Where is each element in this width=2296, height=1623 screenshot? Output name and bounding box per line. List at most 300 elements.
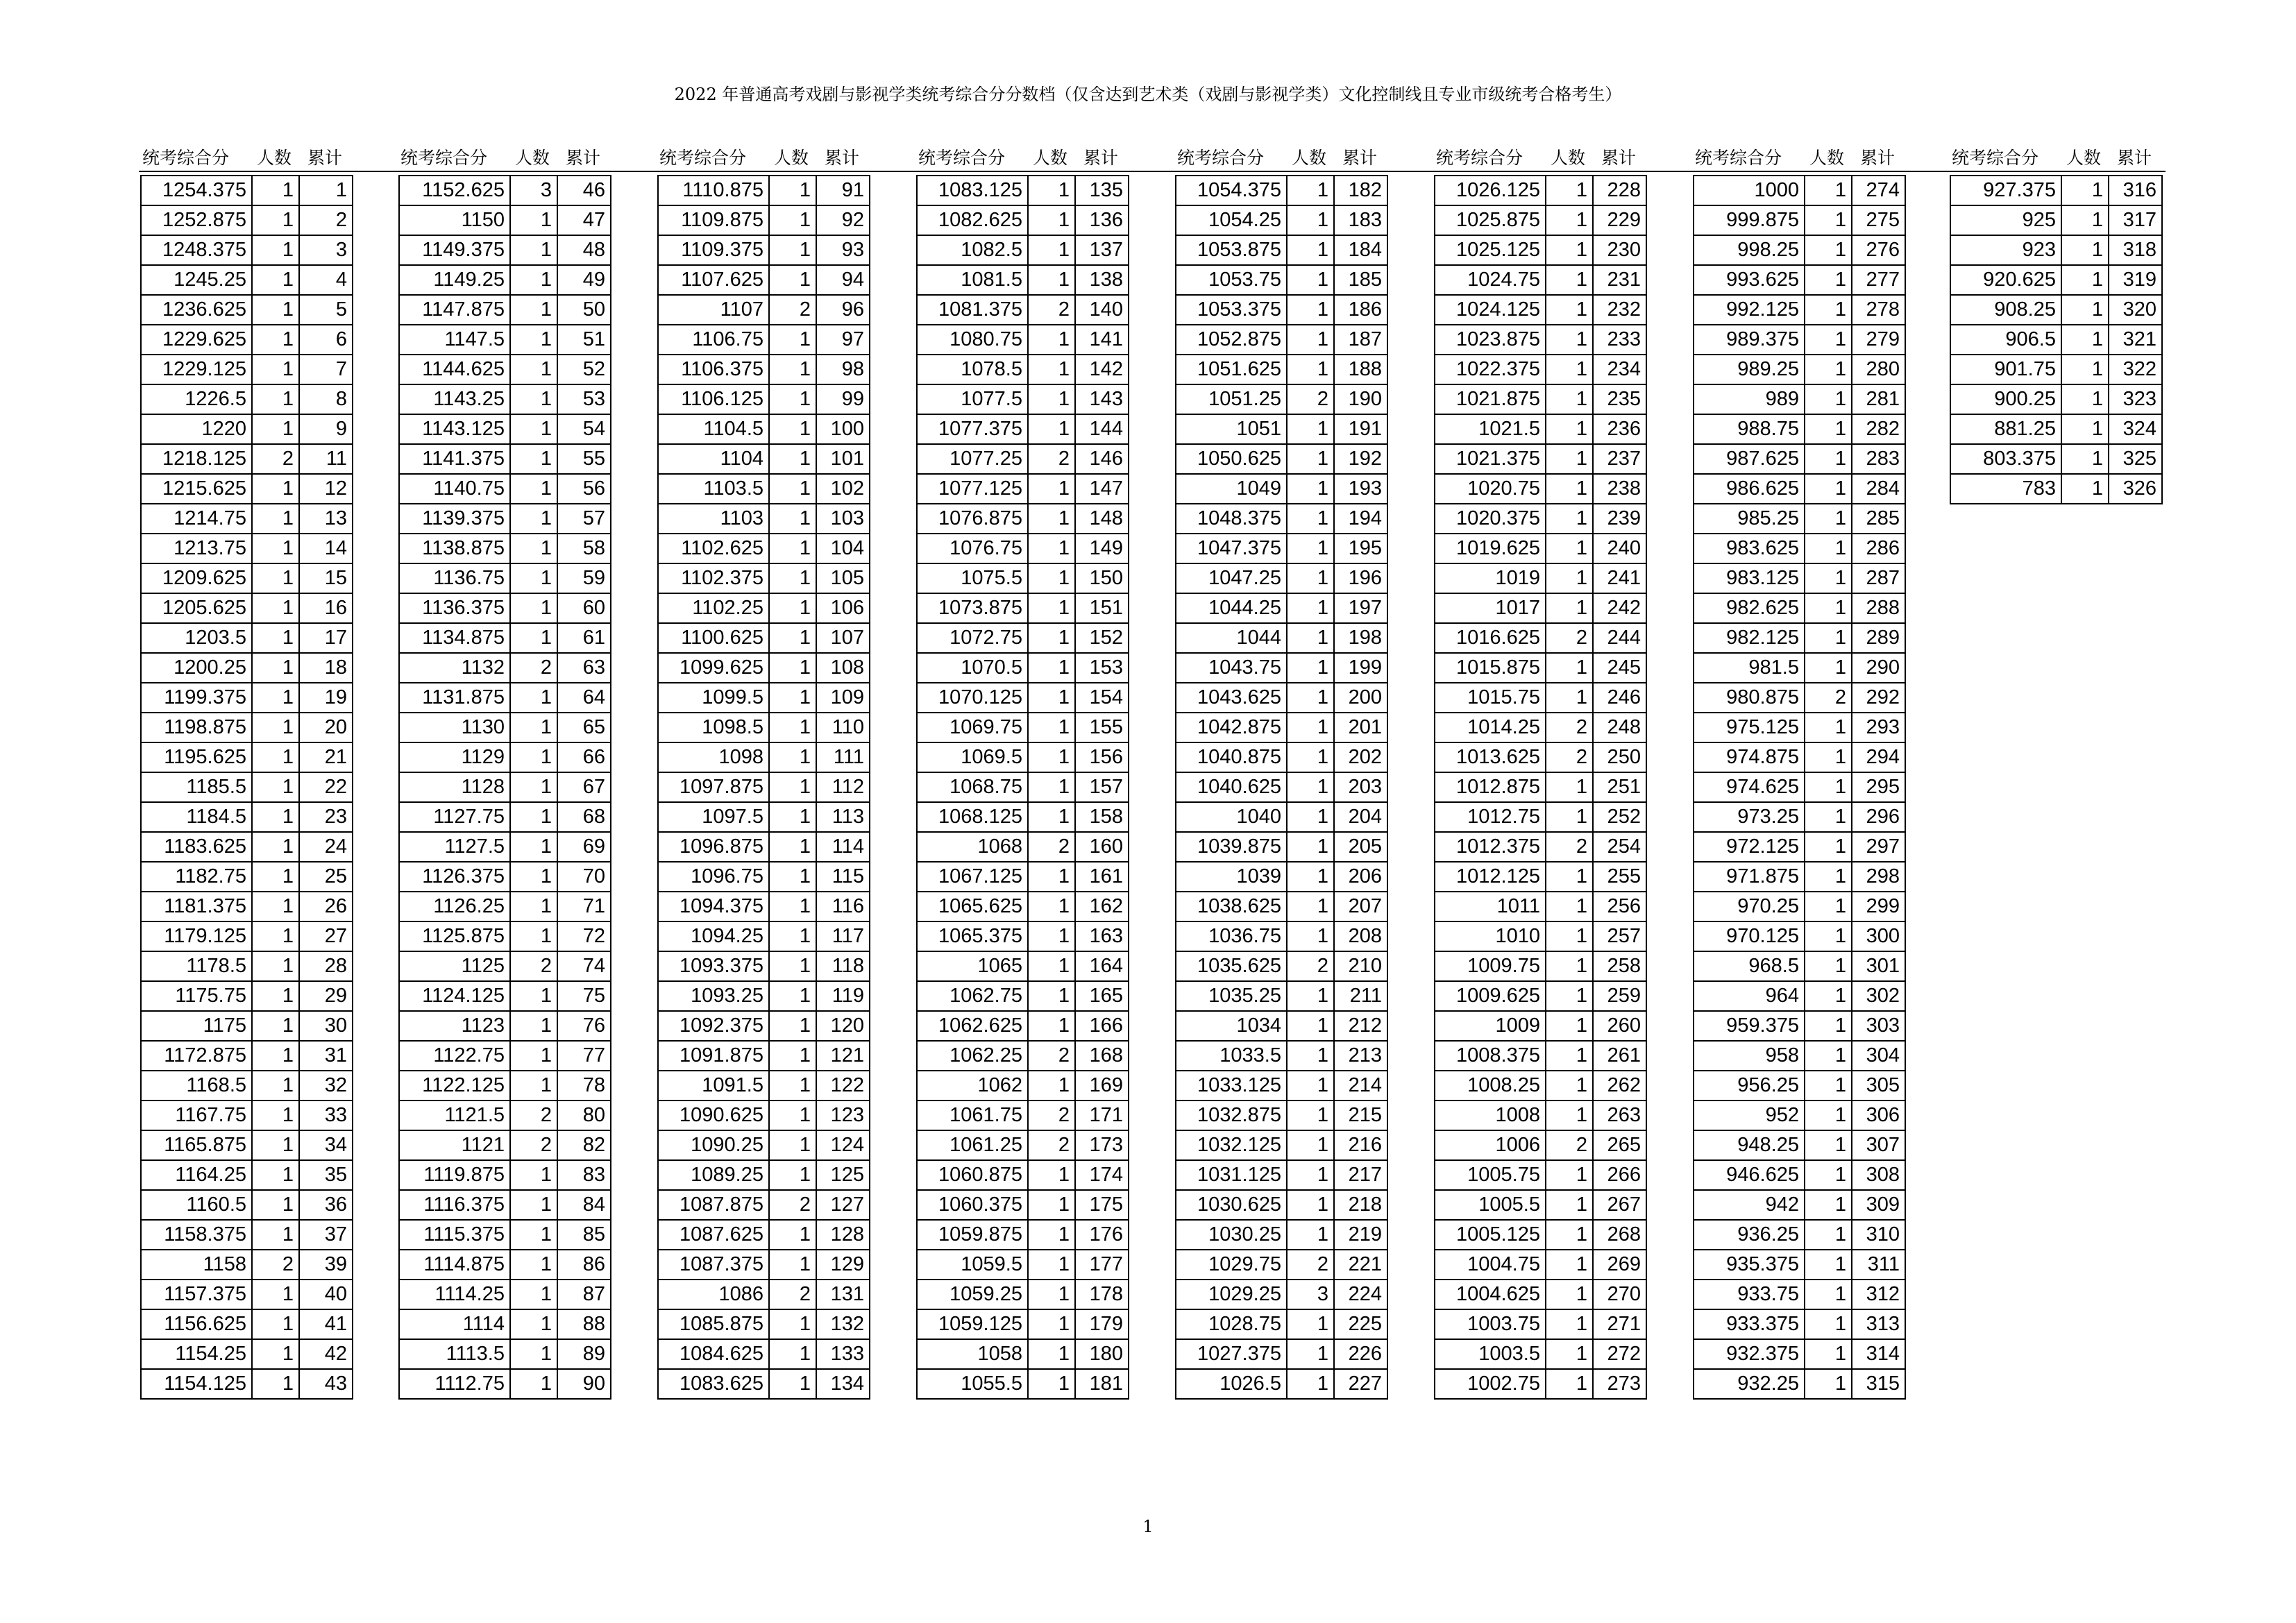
- score-cell: 1012.375: [1435, 832, 1546, 862]
- cumulative-cell: 294: [1852, 742, 1905, 772]
- count-cell: 1: [510, 1220, 557, 1250]
- score-cell: 1158: [141, 1250, 252, 1280]
- score-cell: 1104: [658, 444, 769, 474]
- score-cell: 1098: [658, 742, 769, 772]
- count-cell: 1: [769, 772, 816, 802]
- cumulative-cell: 227: [1334, 1369, 1387, 1399]
- score-cell: 1080.75: [917, 325, 1028, 355]
- score-cell: 1076.75: [917, 534, 1028, 563]
- table-row: [917, 683, 1129, 713]
- header-rule: [139, 171, 2166, 172]
- count-cell: 2: [1546, 1130, 1593, 1160]
- score-cell: 923: [1950, 235, 2061, 265]
- table-row: [1435, 832, 1646, 862]
- score-cell: 1017: [1435, 593, 1546, 623]
- score-cell: 1103: [658, 504, 769, 534]
- table-row: [658, 1190, 870, 1220]
- score-cell: 1016.625: [1435, 623, 1546, 653]
- count-cell: 1: [1028, 1071, 1075, 1101]
- table-row: [399, 265, 611, 295]
- cumulative-cell: 313: [1852, 1309, 1905, 1339]
- cumulative-cell: 142: [1075, 355, 1129, 384]
- table-row: [141, 235, 353, 265]
- score-cell: 1031.125: [1176, 1160, 1287, 1190]
- score-cell: 1084.625: [658, 1339, 769, 1369]
- score-cell: 1044: [1176, 623, 1287, 653]
- score-cell: 1039.875: [1176, 832, 1287, 862]
- count-cell: 1: [252, 1101, 299, 1130]
- score-cell: 1087.875: [658, 1190, 769, 1220]
- cumulative-cell: 255: [1593, 862, 1646, 892]
- count-cell: 1: [1028, 921, 1075, 951]
- score-cell: 982.625: [1694, 593, 1805, 623]
- score-cell: 1011: [1435, 892, 1546, 921]
- cumulative-cell: 254: [1593, 832, 1646, 862]
- score-cell: 1028.75: [1176, 1309, 1287, 1339]
- count-cell: 1: [510, 623, 557, 653]
- score-cell: 1112.75: [399, 1369, 510, 1399]
- cumulative-cell: 323: [2109, 384, 2162, 414]
- table-row: [399, 1041, 611, 1071]
- count-cell: 1: [1805, 1071, 1852, 1101]
- cumulative-cell: 225: [1334, 1309, 1387, 1339]
- count-cell: 1: [1028, 862, 1075, 892]
- score-cell: 920.625: [1950, 265, 2061, 295]
- cumulative-cell: 169: [1075, 1071, 1129, 1101]
- score-cell: 1062: [917, 1071, 1028, 1101]
- cumulative-cell: 74: [557, 951, 611, 981]
- cumulative-cell: 258: [1593, 951, 1646, 981]
- score-cell: 1065.375: [917, 921, 1028, 951]
- cumulative-cell: 98: [816, 355, 870, 384]
- table-row: [399, 892, 611, 921]
- score-cell: 1076.875: [917, 504, 1028, 534]
- score-cell: 1109.375: [658, 235, 769, 265]
- score-cell: 1067.125: [917, 862, 1028, 892]
- table-row: [658, 1160, 870, 1190]
- table-row: [141, 265, 353, 295]
- count-cell: 1: [1805, 713, 1852, 742]
- score-cell: 1036.75: [1176, 921, 1287, 951]
- cumulative-cell: 70: [557, 862, 611, 892]
- table-row: [1435, 713, 1646, 742]
- table-row: [917, 414, 1129, 444]
- cumulative-cell: 141: [1075, 325, 1129, 355]
- cumulative-cell: 82: [557, 1130, 611, 1160]
- table-row: [1435, 921, 1646, 951]
- count-cell: 1: [1287, 504, 1334, 534]
- count-cell: 1: [252, 772, 299, 802]
- count-cell: 1: [1287, 892, 1334, 921]
- table-row: [1435, 653, 1646, 683]
- count-cell: 1: [510, 1041, 557, 1071]
- table-row: [1435, 1220, 1646, 1250]
- table-row: [1176, 623, 1387, 653]
- count-cell: 1: [252, 384, 299, 414]
- header-cumulative: 累计: [1342, 148, 1378, 168]
- score-cell: 1030.625: [1176, 1190, 1287, 1220]
- count-cell: 1: [1546, 205, 1593, 235]
- score-cell: 1077.125: [917, 474, 1028, 504]
- cumulative-cell: 55: [557, 444, 611, 474]
- table-row: [1176, 1339, 1387, 1369]
- table-row: [1435, 1190, 1646, 1220]
- cumulative-cell: 307: [1852, 1130, 1905, 1160]
- score-cell: 1099.5: [658, 683, 769, 713]
- score-cell: 1003.75: [1435, 1309, 1546, 1339]
- cumulative-cell: 65: [557, 713, 611, 742]
- cumulative-cell: 94: [816, 265, 870, 295]
- table-row: [1435, 205, 1646, 235]
- score-cell: 1025.125: [1435, 235, 1546, 265]
- table-row: [399, 653, 611, 683]
- count-cell: 2: [1028, 832, 1075, 862]
- count-cell: 1: [510, 325, 557, 355]
- table-row: [658, 1250, 870, 1280]
- count-cell: 1: [769, 504, 816, 534]
- count-cell: 2: [769, 295, 816, 325]
- count-cell: 1: [769, 1369, 816, 1399]
- table-row: [658, 951, 870, 981]
- table-row: [1435, 802, 1646, 832]
- table-row: [1694, 593, 1905, 623]
- cumulative-cell: 259: [1593, 981, 1646, 1011]
- score-cell: 1114.875: [399, 1250, 510, 1280]
- score-cell: 1128: [399, 772, 510, 802]
- cumulative-cell: 237: [1593, 444, 1646, 474]
- cumulative-cell: 308: [1852, 1160, 1905, 1190]
- cumulative-cell: 284: [1852, 474, 1905, 504]
- table-row: [1694, 1369, 1905, 1399]
- table-row: [1176, 1369, 1387, 1399]
- table-row: [1435, 1369, 1646, 1399]
- score-cell: 1195.625: [141, 742, 252, 772]
- cumulative-cell: 241: [1593, 563, 1646, 593]
- cumulative-cell: 9: [299, 414, 353, 444]
- cumulative-cell: 290: [1852, 653, 1905, 683]
- table-row: [658, 593, 870, 623]
- cumulative-cell: 318: [2109, 235, 2162, 265]
- count-cell: 1: [2061, 474, 2109, 504]
- score-cell: 1106.75: [658, 325, 769, 355]
- cumulative-cell: 109: [816, 683, 870, 713]
- cumulative-cell: 229: [1593, 205, 1646, 235]
- table-row: [917, 176, 1129, 205]
- header-count: 人数: [1292, 148, 1327, 168]
- cumulative-cell: 91: [816, 176, 870, 205]
- cumulative-cell: 17: [299, 623, 353, 653]
- cumulative-cell: 205: [1334, 832, 1387, 862]
- cumulative-cell: 219: [1334, 1220, 1387, 1250]
- cumulative-cell: 320: [2109, 295, 2162, 325]
- score-cell: 1090.625: [658, 1101, 769, 1130]
- score-cell: 881.25: [1950, 414, 2061, 444]
- count-cell: 2: [1028, 1130, 1075, 1160]
- table-row: [658, 832, 870, 862]
- cumulative-cell: 213: [1334, 1041, 1387, 1071]
- count-cell: 1: [252, 1369, 299, 1399]
- cumulative-cell: 302: [1852, 981, 1905, 1011]
- count-cell: 1: [1287, 713, 1334, 742]
- score-cell: 1024.125: [1435, 295, 1546, 325]
- table-row: [399, 1160, 611, 1190]
- score-cell: 1091.5: [658, 1071, 769, 1101]
- count-cell: 1: [769, 1071, 816, 1101]
- count-cell: 1: [252, 951, 299, 981]
- cumulative-cell: 195: [1334, 534, 1387, 563]
- score-cell: 1082.5: [917, 235, 1028, 265]
- cumulative-cell: 60: [557, 593, 611, 623]
- score-cell: 1086: [658, 1280, 769, 1309]
- count-cell: 1: [1028, 1220, 1075, 1250]
- count-cell: 1: [1546, 1011, 1593, 1041]
- table-row: [399, 742, 611, 772]
- cumulative-cell: 26: [299, 892, 353, 921]
- table-row: [917, 1369, 1129, 1399]
- cumulative-cell: 3: [299, 235, 353, 265]
- table-row: [141, 802, 353, 832]
- score-cell: 1199.375: [141, 683, 252, 713]
- table-row: [399, 504, 611, 534]
- table-row: [141, 1011, 353, 1041]
- cumulative-cell: 135: [1075, 176, 1129, 205]
- table-row: [1176, 1160, 1387, 1190]
- table-row: [1435, 355, 1646, 384]
- score-cell: 1072.75: [917, 623, 1028, 653]
- table-row: [1694, 802, 1905, 832]
- table-row: [1694, 563, 1905, 593]
- table-row: [1435, 414, 1646, 444]
- table-row: [399, 1190, 611, 1220]
- score-cell: 1062.625: [917, 1011, 1028, 1041]
- count-cell: 1: [1805, 205, 1852, 235]
- score-cell: 1131.875: [399, 683, 510, 713]
- table-row: [1694, 1101, 1905, 1130]
- count-cell: 1: [1805, 1011, 1852, 1041]
- score-cell: 1038.625: [1176, 892, 1287, 921]
- cumulative-cell: 57: [557, 504, 611, 534]
- score-cell: 959.375: [1694, 1011, 1805, 1041]
- score-cell: 1060.875: [917, 1160, 1028, 1190]
- cumulative-cell: 64: [557, 683, 611, 713]
- score-cell: 1149.375: [399, 235, 510, 265]
- header-score: 统考综合分: [918, 148, 1006, 168]
- score-cell: 1184.5: [141, 802, 252, 832]
- score-cell: 975.125: [1694, 713, 1805, 742]
- count-cell: 3: [1287, 1280, 1334, 1309]
- count-cell: 1: [1546, 295, 1593, 325]
- table-row: [917, 951, 1129, 981]
- score-cell: 972.125: [1694, 832, 1805, 862]
- cumulative-cell: 138: [1075, 265, 1129, 295]
- count-cell: 2: [769, 1280, 816, 1309]
- count-cell: 1: [2061, 444, 2109, 474]
- score-cell: 1220: [141, 414, 252, 444]
- table-row: [1176, 683, 1387, 713]
- score-cell: 1020.75: [1435, 474, 1546, 504]
- table-row: [399, 802, 611, 832]
- cumulative-cell: 217: [1334, 1160, 1387, 1190]
- cumulative-cell: 133: [816, 1339, 870, 1369]
- cumulative-cell: 276: [1852, 235, 1905, 265]
- count-cell: 1: [252, 1309, 299, 1339]
- cumulative-cell: 202: [1334, 742, 1387, 772]
- count-cell: 1: [1028, 355, 1075, 384]
- count-cell: 1: [1805, 176, 1852, 205]
- cumulative-cell: 285: [1852, 504, 1905, 534]
- score-cell: 1061.75: [917, 1101, 1028, 1130]
- count-cell: 1: [252, 892, 299, 921]
- count-cell: 1: [510, 981, 557, 1011]
- count-cell: 1: [1546, 325, 1593, 355]
- count-cell: 1: [1546, 802, 1593, 832]
- table-row: [141, 414, 353, 444]
- table-row: [917, 1250, 1129, 1280]
- score-cell: 1043.75: [1176, 653, 1287, 683]
- score-cell: 1126.25: [399, 892, 510, 921]
- score-cell: 1106.375: [658, 355, 769, 384]
- count-cell: 1: [1805, 534, 1852, 563]
- cumulative-cell: 36: [299, 1190, 353, 1220]
- cumulative-cell: 11: [299, 444, 353, 474]
- table-row: [1435, 683, 1646, 713]
- count-cell: 1: [2061, 205, 2109, 235]
- count-cell: 1: [252, 1041, 299, 1071]
- count-cell: 1: [1287, 981, 1334, 1011]
- count-cell: 1: [510, 504, 557, 534]
- score-cell: 1081.5: [917, 265, 1028, 295]
- table-row: [917, 1190, 1129, 1220]
- cumulative-cell: 267: [1593, 1190, 1646, 1220]
- score-cell: 1055.5: [917, 1369, 1028, 1399]
- cumulative-cell: 316: [2109, 176, 2162, 205]
- count-cell: 1: [1546, 355, 1593, 384]
- score-cell: 942: [1694, 1190, 1805, 1220]
- score-cell: 1182.75: [141, 862, 252, 892]
- cumulative-cell: 182: [1334, 176, 1387, 205]
- count-cell: 1: [510, 772, 557, 802]
- score-cell: 1027.375: [1176, 1339, 1287, 1369]
- count-cell: 1: [1028, 742, 1075, 772]
- score-cell: 1058: [917, 1339, 1028, 1369]
- score-cell: 1012.125: [1435, 862, 1546, 892]
- table-row: [917, 1041, 1129, 1071]
- table-row: [917, 981, 1129, 1011]
- count-cell: 1: [252, 295, 299, 325]
- score-cell: 1062.75: [917, 981, 1028, 1011]
- count-cell: 1: [510, 742, 557, 772]
- count-cell: 1: [1287, 295, 1334, 325]
- score-cell: 1096.75: [658, 862, 769, 892]
- table-row: [399, 563, 611, 593]
- count-cell: 1: [252, 1220, 299, 1250]
- count-cell: 1: [769, 1130, 816, 1160]
- header-cumulative: 累计: [307, 148, 343, 168]
- table-row: [917, 1339, 1129, 1369]
- score-cell: 901.75: [1950, 355, 2061, 384]
- count-cell: 1: [510, 892, 557, 921]
- count-cell: 1: [252, 265, 299, 295]
- cumulative-cell: 305: [1852, 1071, 1905, 1101]
- score-cell: 1138.875: [399, 534, 510, 563]
- table-row: [1435, 951, 1646, 981]
- score-cell: 1033.125: [1176, 1071, 1287, 1101]
- count-cell: 1: [1546, 1280, 1593, 1309]
- score-cell: 1059.5: [917, 1250, 1028, 1280]
- table-row: [917, 235, 1129, 265]
- cumulative-cell: 103: [816, 504, 870, 534]
- count-cell: 1: [1028, 384, 1075, 414]
- table-row: [1694, 176, 1905, 205]
- score-cell: 1021.375: [1435, 444, 1546, 474]
- score-cell: 1143.25: [399, 384, 510, 414]
- score-cell: 1083.125: [917, 176, 1028, 205]
- cumulative-cell: 268: [1593, 1220, 1646, 1250]
- count-cell: 1: [1028, 176, 1075, 205]
- score-cell: 981.5: [1694, 653, 1805, 683]
- cumulative-cell: 24: [299, 832, 353, 862]
- count-cell: 1: [1287, 1101, 1334, 1130]
- cumulative-cell: 311: [1852, 1250, 1905, 1280]
- cumulative-cell: 5: [299, 295, 353, 325]
- count-cell: 1: [1028, 772, 1075, 802]
- score-cell: 1152.625: [399, 176, 510, 205]
- count-cell: 1: [1287, 534, 1334, 563]
- header-cumulative: 累计: [2117, 148, 2152, 168]
- table-row: [658, 1339, 870, 1369]
- cumulative-cell: 47: [557, 205, 611, 235]
- score-block-1: [140, 175, 353, 1400]
- table-row: [658, 772, 870, 802]
- table-row: [658, 444, 870, 474]
- cumulative-cell: 117: [816, 921, 870, 951]
- count-cell: 1: [510, 384, 557, 414]
- table-row: [1694, 1041, 1905, 1071]
- count-cell: 1: [252, 205, 299, 235]
- count-cell: 1: [769, 832, 816, 862]
- table-row: [1694, 832, 1905, 862]
- count-cell: 1: [769, 981, 816, 1011]
- score-cell: 1122.75: [399, 1041, 510, 1071]
- count-cell: 1: [2061, 265, 2109, 295]
- count-cell: 1: [769, 802, 816, 832]
- table-row: [141, 862, 353, 892]
- cumulative-cell: 83: [557, 1160, 611, 1190]
- cumulative-cell: 315: [1852, 1369, 1905, 1399]
- count-cell: 1: [1546, 892, 1593, 921]
- cumulative-cell: 181: [1075, 1369, 1129, 1399]
- table-row: [1950, 325, 2162, 355]
- count-cell: 1: [1028, 504, 1075, 534]
- score-cell: 1019.625: [1435, 534, 1546, 563]
- count-cell: 1: [1805, 1101, 1852, 1130]
- score-cell: 932.375: [1694, 1339, 1805, 1369]
- cumulative-cell: 40: [299, 1280, 353, 1309]
- count-cell: 1: [1287, 623, 1334, 653]
- table-row: [917, 1160, 1129, 1190]
- cumulative-cell: 140: [1075, 295, 1129, 325]
- count-cell: 1: [769, 653, 816, 683]
- score-cell: 1203.5: [141, 623, 252, 653]
- score-cell: 1136.75: [399, 563, 510, 593]
- score-cell: 1167.75: [141, 1101, 252, 1130]
- cumulative-cell: 69: [557, 832, 611, 862]
- cumulative-cell: 30: [299, 1011, 353, 1041]
- score-cell: 1040.875: [1176, 742, 1287, 772]
- count-cell: 1: [1287, 414, 1334, 444]
- score-cell: 1130: [399, 713, 510, 742]
- cumulative-cell: 104: [816, 534, 870, 563]
